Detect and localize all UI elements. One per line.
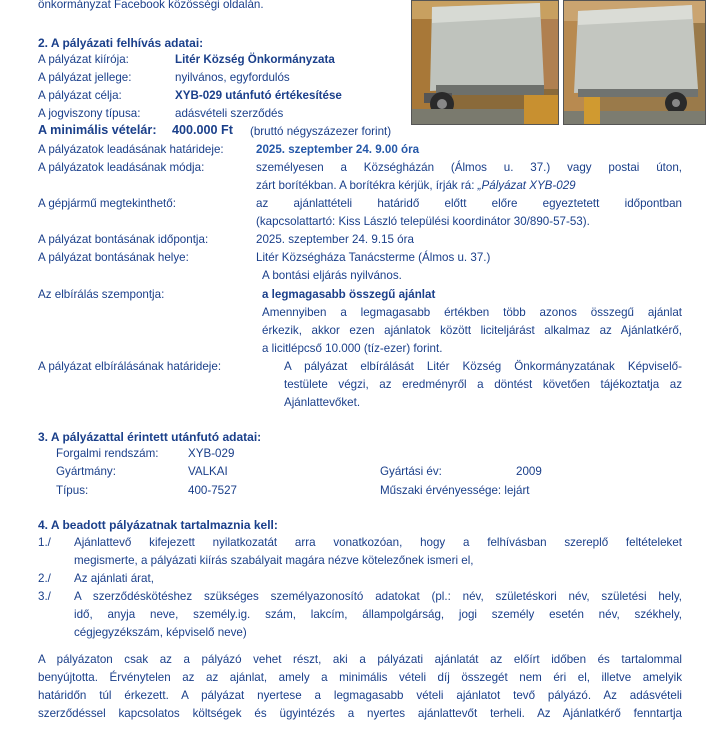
elbiralas-line3: Ajánlattevőket. <box>284 396 361 409</box>
section2-heading: 2. A pályázati felhívás adatai: <box>38 36 204 50</box>
section4-heading: 4. A beadott pályázatnak tartalmaznia kell: <box>38 518 278 532</box>
szempont-line3: a licitlépcső 10.000 (tíz-ezer) forint. <box>262 342 443 355</box>
kiiro-label: A pályázat kiírója: <box>38 53 129 66</box>
jellege-label: A pályázat jellege: <box>38 71 132 84</box>
elbiralas-line1: A pályázat elbírálását Litér Község Önkormányzatának Képviselő- <box>284 360 682 373</box>
bontas-ido-label: A pályázat bontásának időpontja: <box>38 233 209 246</box>
jellege-value: nyilvános, egyfordulós <box>175 71 290 84</box>
item3-line2: idő, anyja neve, személy.ig. szám, lakcím, állampolgárság, jogi személy esetén név, székhely, <box>74 608 682 621</box>
bontas-ido-value: 2025. szeptember 24. 9.15 óra <box>256 233 414 246</box>
trailer-photo-side <box>563 0 706 125</box>
item1-number: 1./ <box>38 536 51 549</box>
szempont-line2: érkezik, akkor ezen ajánlatok között liciteljárást alkalmaz az Ajánlatkérő, <box>262 324 682 337</box>
min-label: A minimális vételár: <box>38 123 157 137</box>
tipus-label: Típus: <box>56 484 89 497</box>
muszaki-label <box>380 484 530 497</box>
rendszam-value: XYB-029 <box>188 447 235 460</box>
intro-tail-text: önkormányzat Facebook közösségi oldalán. <box>38 0 264 11</box>
ev-value: 2009 <box>516 465 542 478</box>
modja-line1: személyesen a Községházán (Álmos u. 37.) vagy postai úton, <box>256 161 682 174</box>
section3-heading: 3. A pályázattal érintett utánfutó adatai: <box>38 430 262 444</box>
elbiralas-line2: testülete végzi, az eredményről a döntést követően tájékoztatja az <box>284 378 682 391</box>
modja-label: A pályázatok leadásának módja: <box>38 161 205 174</box>
jogviszony-label: A jogviszony típusa: <box>38 107 141 120</box>
bontas-hely-line2: A bontási eljárás nyilvános. <box>262 269 402 282</box>
megtekintheto-label: A gépjármű megtekinthető: <box>38 197 176 210</box>
item1-line2: megismerte, a pályázati kiírás szabályait magára nézve kötelezőnek ismeri el, <box>74 554 474 567</box>
bontas-hely-label: A pályázat bontásának helye: <box>38 251 189 264</box>
megtekintheto-line2: (kapcsolattartó: Kiss László települési koordinátor 30/890-57-53). <box>256 215 590 228</box>
hatarido-label: A pályázatok leadásának határideje: <box>38 143 224 156</box>
item3-line1: A szerződéskötéshez szükséges személyazonosító adatokat (pl.: név, születéskori név, születési hely, <box>74 590 682 603</box>
closing-line1: A pályázaton csak az a pályázó vehet részt, aki a pályázati ajánlatát az előírt időben és tartalommal <box>38 653 682 666</box>
gyartmany-value: VALKAI <box>188 465 228 478</box>
min-note: (bruttó négyszázezer forint) <box>250 125 392 138</box>
tipus-value: 400-7527 <box>188 484 237 497</box>
celja-value: XYB-029 utánfutó értékesítése <box>175 89 342 102</box>
szempont-value: a legmagasabb összegű ajánlat <box>262 288 436 301</box>
item2-number: 2./ <box>38 572 51 585</box>
item1-line1: Ajánlattevő kifejezett nyilatkozatát arra vonatkozóan, hogy a felhívásban szereplő feltételeket <box>74 536 682 549</box>
closing-line4: szerződéssel kapcsolatos költségek és ügyintézés a nyertes ajánlattevőt terheli. Az Ajánlatkérő fenntartja <box>38 707 682 720</box>
szempont-label: Az elbírálás szempontja: <box>38 288 165 301</box>
trailer-photo-front <box>411 0 559 125</box>
min-value: 400.000 Ft <box>172 123 233 137</box>
bontas-hely-line1: Litér Községháza Tanácsterme (Álmos u. 37.) <box>256 251 491 264</box>
modja-line2-italic: „Pályázat XYB-029 <box>477 179 576 192</box>
szempont-line1: Amennyiben a legmagasabb értékben több azonos összegű ajánlat <box>262 306 682 319</box>
kiiro-value: Litér Község Önkormányzata <box>175 53 335 66</box>
elbiralas-label: A pályázat elbírálásának határideje: <box>38 360 222 373</box>
gyartmany-label: Gyártmány: <box>56 465 116 478</box>
item2-line1: Az ajánlati árat, <box>74 572 154 585</box>
rendszam-label: Forgalmi rendszám: <box>56 447 159 460</box>
closing-line3: határidőn túl érkezett. A pályázat nyertese a legmagasabb vételi ajánlatot tevő pályázó. Az adásvételi <box>38 689 682 702</box>
ev-label: Gyártási év: <box>380 465 442 478</box>
item3-number: 3./ <box>38 590 51 603</box>
hatarido-value: 2025. szeptember 24. 9.00 óra <box>256 143 420 156</box>
modja-line2 <box>256 179 576 192</box>
jogviszony-value: adásvételi szerződés <box>175 107 284 120</box>
megtekintheto-line1: az ajánlattételi határidő előtt előre egyeztetett időpontban <box>256 197 682 210</box>
item3-line3: cégjegyzékszám, képviselő neve) <box>74 626 247 639</box>
modja-line2-text: zárt borítékban. A borítékra kérjük, írják rá: <box>256 179 478 192</box>
celja-label: A pályázat célja: <box>38 89 122 102</box>
closing-line2: benyújtotta. Érvénytelen az az ajánlat, amely a minimális vételi díj összegét nem éri el, illetve amelyik <box>38 671 682 684</box>
muszaki-value: lejárt <box>504 484 530 497</box>
muszaki-label-text: Műszaki érvényessége: <box>380 484 502 497</box>
